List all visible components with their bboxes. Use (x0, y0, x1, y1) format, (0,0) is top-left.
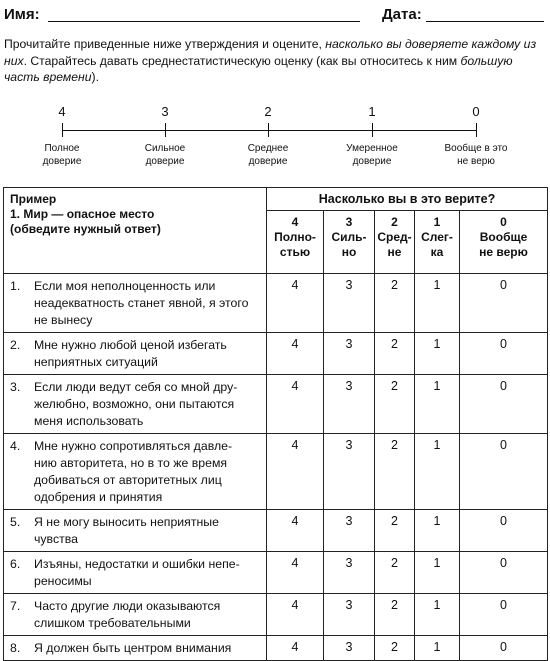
rating-column-header (267, 211, 324, 274)
column-header-text: Вообще (479, 230, 528, 244)
scale-label (120, 142, 210, 168)
instructions-text-1: Прочитайте приведенные ниже утверждения и оцените, (4, 37, 326, 51)
rating-option[interactable]: 4 (267, 333, 324, 375)
rating-option[interactable]: 4 (267, 434, 324, 510)
rating-option[interactable]: 3 (324, 594, 375, 636)
rating-option[interactable]: 1 (415, 274, 460, 333)
rating-option[interactable]: 4 (267, 510, 324, 552)
statement-text-line: не вынесу (34, 313, 93, 327)
statement-text-line: Мне нужно сопротивляться давле- (34, 439, 233, 453)
rating-option[interactable]: 0 (460, 636, 548, 661)
scale-label-line: Сильное (144, 143, 186, 154)
column-header-text: 1 (433, 215, 441, 229)
instructions-italic-1: насколько вы доверяете каждому из них (4, 37, 537, 68)
statement-text-line: Если моя неполноценность или (34, 279, 216, 293)
rating-option[interactable]: 1 (415, 375, 460, 434)
statement-text-line: нию авторитета, но в то же время (34, 456, 228, 470)
scale-tick (476, 123, 477, 137)
statement-number: 5. (10, 515, 21, 529)
rating-option[interactable]: 2 (375, 274, 415, 333)
column-header-text: но (341, 245, 357, 259)
table-row (4, 594, 548, 636)
rating-option[interactable]: 4 (267, 274, 324, 333)
rating-option[interactable]: 0 (460, 552, 548, 594)
header (4, 6, 544, 26)
statement-cell (4, 636, 267, 661)
column-header-text: 3 (345, 215, 353, 229)
rating-option[interactable]: 3 (324, 333, 375, 375)
belief-table (3, 187, 548, 661)
column-header-text: Слег- (421, 230, 453, 244)
scale-label-line: доверие (42, 156, 82, 167)
statement-number: 1. (10, 279, 21, 293)
rating-option[interactable]: 1 (415, 434, 460, 510)
scale-label-line: Полное (44, 143, 80, 154)
instructions-italic-2: большую часть времени (4, 53, 513, 84)
scale-label-line: доверие (145, 156, 185, 167)
scale-label-line: доверие (352, 156, 392, 167)
date-label: Дата: (382, 6, 422, 23)
statement-text-line: Изъяны, недостатки и ошибки непе- (34, 557, 240, 571)
rating-column-header (324, 211, 375, 274)
instructions-text-2: . Старайтесь давать среднестатистическую оценку (как вы относитесь к ним (23, 53, 461, 68)
rating-option[interactable]: 3 (324, 434, 375, 510)
statement-text-line: Я не могу выносить неприятные (34, 515, 219, 529)
scale-label-line: Умеренное (346, 143, 398, 154)
scale-value: 1 (368, 104, 376, 119)
statement-cell (4, 552, 267, 594)
rating-option[interactable]: 1 (415, 552, 460, 594)
scale-label (223, 142, 313, 168)
table-row (4, 510, 548, 552)
statement-text-line: желюбно, возможно, они пытаются (34, 397, 235, 411)
question-header: Насколько вы в это верите? (267, 188, 548, 211)
statement-number: 7. (10, 599, 21, 613)
rating-option[interactable]: 2 (375, 434, 415, 510)
statement-number: 2. (10, 338, 21, 352)
date-field-line[interactable] (426, 21, 544, 22)
scale-value: 3 (161, 104, 169, 119)
statement-number: 6. (10, 557, 21, 571)
scale-tick (165, 123, 166, 137)
statement-text-line: Если люди ведут себя со мной дру- (34, 380, 238, 394)
scale-line (62, 130, 476, 131)
statement-number: 4. (10, 439, 21, 453)
scale-label (431, 142, 521, 168)
column-header-text: не (387, 245, 402, 259)
rating-option[interactable]: 0 (460, 594, 548, 636)
statement-text-line: одобрения и принятия (34, 490, 163, 504)
scale-label-line: не верю (457, 156, 495, 167)
rating-option[interactable]: 4 (267, 375, 324, 434)
statement-text-line: Мне нужно любой ценой избегать (34, 338, 227, 352)
column-header-text: 2 (391, 215, 398, 229)
column-header-text: не верю (479, 245, 528, 259)
scale-tick (62, 123, 63, 137)
rating-option[interactable]: 2 (375, 552, 415, 594)
table-row (4, 375, 548, 434)
column-header-text: Полно- (274, 230, 316, 244)
rating-option[interactable]: 0 (460, 375, 548, 434)
rating-column-header (375, 211, 415, 274)
statement-text-line: меня использовать (34, 414, 144, 428)
rating-option[interactable]: 1 (415, 594, 460, 636)
name-field-line[interactable] (48, 21, 360, 22)
example-title: Пример (10, 192, 57, 206)
table-row (4, 552, 548, 594)
column-header-text: ка (430, 245, 444, 259)
scale-label-line: Среднее (247, 143, 289, 154)
statement-cell (4, 333, 267, 375)
scale-value: 0 (472, 104, 480, 119)
instructions (4, 36, 546, 86)
statement-cell (4, 510, 267, 552)
rating-option[interactable]: 1 (415, 510, 460, 552)
rating-option[interactable]: 4 (267, 552, 324, 594)
statement-text-line: Я должен быть центром внимания (34, 641, 232, 655)
statement-number: 8. (10, 641, 21, 655)
rating-option[interactable]: 1 (415, 333, 460, 375)
rating-option[interactable]: 3 (324, 552, 375, 594)
rating-option[interactable]: 0 (460, 510, 548, 552)
table-row (4, 636, 548, 661)
rating-option[interactable]: 3 (324, 636, 375, 661)
column-header-text: Силь- (331, 230, 367, 244)
statement-text-line: неадекватность станет явной, я этого (34, 296, 249, 310)
scale-label-line: Вообще в это (444, 143, 508, 154)
rating-option[interactable]: 2 (375, 333, 415, 375)
column-header-text: стью (279, 245, 311, 259)
scale-value: 4 (58, 104, 66, 119)
instructions-text-3: ). (91, 70, 99, 84)
rating-option[interactable]: 2 (375, 375, 415, 434)
rating-option[interactable]: 1 (415, 636, 460, 661)
rating-option[interactable]: 3 (324, 510, 375, 552)
scale-label (17, 142, 107, 168)
rating-option[interactable]: 4 (267, 636, 324, 661)
column-header-text: 4 (291, 215, 299, 229)
statement-text-line: реносимы (34, 574, 92, 588)
statement-cell (4, 434, 267, 510)
rating-scale (0, 104, 550, 174)
rating-option[interactable]: 2 (375, 636, 415, 661)
rating-option[interactable]: 3 (324, 375, 375, 434)
scale-tick (268, 123, 269, 137)
scale-value: 2 (264, 104, 272, 119)
table-row (4, 333, 548, 375)
statement-text-line: слишком требовательными (34, 616, 191, 630)
table-row (4, 274, 548, 333)
statement-text-line: Часто другие люди оказываются (34, 599, 221, 613)
column-header-text: 0 (500, 215, 507, 229)
statement-text-line: чувства (34, 532, 78, 546)
example-cell (4, 188, 267, 274)
rating-option[interactable]: 0 (460, 333, 548, 375)
statement-cell (4, 594, 267, 636)
statement-cell (4, 375, 267, 434)
table-row (4, 434, 548, 510)
scale-label (327, 142, 417, 168)
statement-text-line: неприятных ситуаций (34, 355, 158, 369)
instruction-text: (обведите нужный ответ) (10, 222, 161, 236)
statement-text-line: добиваться от авторитетных лиц (34, 473, 222, 487)
rating-option[interactable]: 3 (324, 274, 375, 333)
rating-option[interactable]: 4 (267, 594, 324, 636)
scale-label-line: доверие (248, 156, 288, 167)
rating-option[interactable]: 0 (460, 434, 548, 510)
name-label: Имя: (4, 6, 40, 23)
rating-column-header (460, 211, 548, 274)
statement-cell (4, 274, 267, 333)
category-title: 1. Мир — опасное место (10, 207, 155, 221)
scale-tick (372, 123, 373, 137)
rating-option[interactable]: 2 (375, 594, 415, 636)
rating-option[interactable]: 2 (375, 510, 415, 552)
rating-option[interactable]: 0 (460, 274, 548, 333)
rating-column-header (415, 211, 460, 274)
statement-number: 3. (10, 380, 21, 394)
column-header-text: Сред- (377, 230, 412, 244)
